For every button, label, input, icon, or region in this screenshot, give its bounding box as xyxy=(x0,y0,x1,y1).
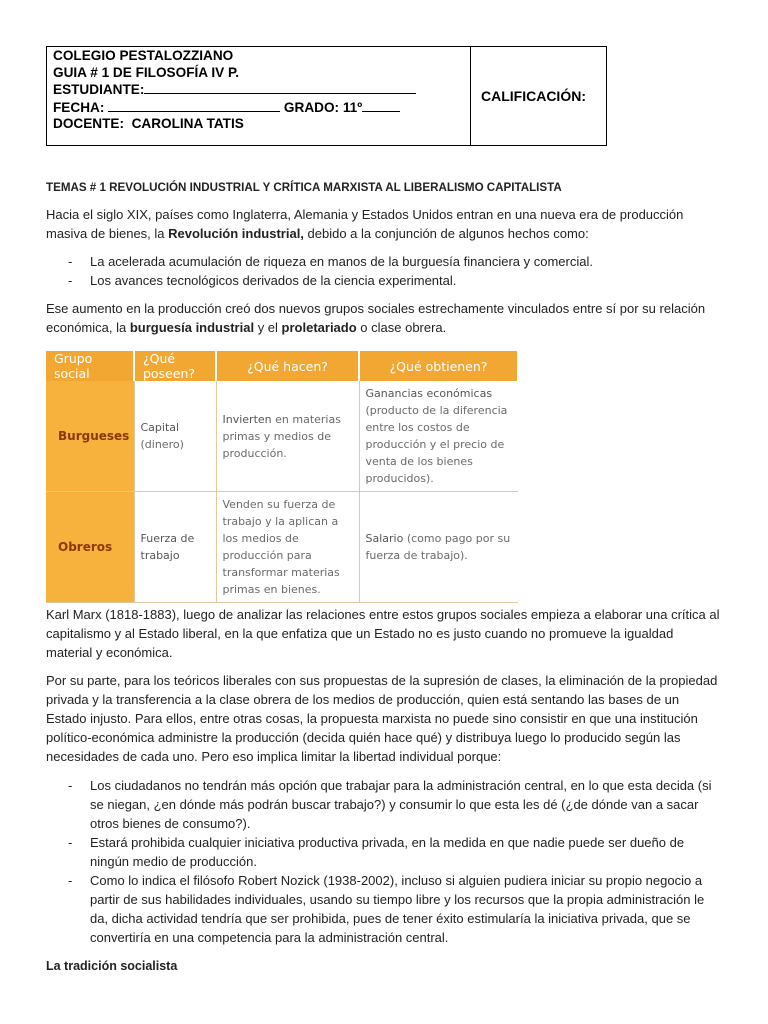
paragraph-intro xyxy=(46,205,722,243)
header-table xyxy=(46,46,607,146)
list-reasons xyxy=(46,776,722,947)
p2-bold-2: proletariado xyxy=(281,320,357,335)
list-item: - Como lo indica el filósofo Robert Nozick (1938-2002), incluso si alguien pudiera iniciar su propio negocio a partir de sus habilidades individuales, usando su tiempo libre y los recursos que la propia administración le da, dicha actividad tendría que ser prohibida, pues de tener éxito estimularía la iniciativa privada, que se convertiría en una competencia para la administración central. xyxy=(46,871,722,947)
paragraph-marx: Karl Marx (1818-1883), luego de analizar las relaciones entre estos grupos sociales empieza a elaborar una crítica al capitalismo y al Estado liberal, en la que enfatiza que un Estado no es justo cuando no promueve la igualdad material y económica. xyxy=(46,607,720,660)
grade-box-label: CALIFICACIÓN: xyxy=(481,88,586,104)
table-header-cell: ¿Qué hacen? xyxy=(216,351,359,381)
have-note: (dinero) xyxy=(140,438,184,451)
teacher-label: DOCENTE: xyxy=(53,116,124,131)
list-causes xyxy=(46,252,722,290)
get-note: (producto de la diferencia entre los costos de producción y el precio de venta de los bienes producidos). xyxy=(365,404,508,485)
grade-label: GRADO: 11º xyxy=(283,99,363,115)
list-item: - Los avances tecnológicos derivados de la ciencia experimental. xyxy=(46,271,722,290)
get-main: Salario xyxy=(365,532,404,545)
do-cell xyxy=(216,492,359,603)
table-header-cell: ¿Qué poseen? xyxy=(134,351,216,381)
p2-text-end: o clase obrera. xyxy=(356,320,447,335)
teacher-name: CAROLINA TATIS xyxy=(131,116,244,131)
grade-blank xyxy=(362,99,400,112)
table-row xyxy=(46,381,518,492)
have-cell xyxy=(134,492,216,603)
p2-text: Ese aumento en la producción creó dos nuevos grupos sociales estrechamente vinculados entre sí por su relación económica, la xyxy=(46,301,706,335)
social-groups-table xyxy=(46,351,518,596)
do-note: Venden su fuerza de trabajo y la aplican a los medios de producción para transformar materias primas en bienes. xyxy=(222,498,340,596)
p1-text-end: debido a la conjunción de algunos hechos como: xyxy=(303,226,589,241)
teacher-line xyxy=(53,116,464,133)
grade-box xyxy=(471,47,606,145)
do-note: en materias primas y medios de producción. xyxy=(222,412,341,460)
guide-title: GUIA # 1 DE FILOSOFÍA IV P. xyxy=(53,64,240,80)
table-header-row xyxy=(46,351,518,381)
group-cell: Burgueses xyxy=(46,381,134,492)
table-header-cell: ¿Qué obtienen? xyxy=(359,351,518,381)
p1-text: Hacia el siglo XIX, países como Inglaterra, Alemania y Estados Unidos entran en una nueva era de producción masiva de bienes, la xyxy=(46,207,684,241)
table-row xyxy=(46,492,518,603)
list-item: - La acelerada acumulación de riqueza en manos de la burguesía financiera y comercial. xyxy=(46,252,722,271)
have-main: Capital xyxy=(140,421,180,434)
get-note: (como pago por su fuerza de trabajo). xyxy=(365,532,511,562)
student-label: ESTUDIANTE: xyxy=(53,82,145,97)
get-cell xyxy=(359,492,518,603)
do-main: Invierten xyxy=(222,412,272,426)
paragraph-groups xyxy=(46,299,722,337)
do-cell xyxy=(216,381,359,492)
student-blank xyxy=(144,81,416,94)
section-title: La tradición socialista xyxy=(46,959,178,973)
topic-title: TEMAS # 1 REVOLUCIÓN INDUSTRIAL Y CRÍTICA MARXISTA AL LIBERALISMO CAPITALISTA xyxy=(46,181,562,194)
school-name: COLEGIO PESTALOZZIANO xyxy=(53,48,234,63)
have-main: Fuerza de trabajo xyxy=(140,532,195,562)
student-line xyxy=(53,81,464,99)
p2-text-mid: y el xyxy=(254,320,282,335)
date-label: FECHA: xyxy=(53,99,105,115)
list-item: - Los ciudadanos no tendrán más opción que trabajar para la administración central, en lo que esta decida (si se niegan, ¿en dónde más podrán buscar trabajo?) y consumir lo que esta les dé (¿de dónde van a sacar otros bienes de consumo?). xyxy=(46,776,722,833)
group-cell: Obreros xyxy=(46,492,134,603)
p1-bold: Revolución industrial, xyxy=(168,226,304,241)
get-main: Ganancias económicas xyxy=(365,387,493,400)
have-cell xyxy=(134,381,216,492)
get-cell xyxy=(359,381,518,492)
paragraph-liberals: Por su parte, para los teóricos liberales con sus propuestas de la supresión de clases, la eliminación de la propiedad privada y la transferencia a la clase obrera de los medios de producción, quien está sentando las bases de un Estado injusto. Para ellos, entre otras cosas, la propuesta marxista no puede sino consistir en que una institución político-económica administre la producción (decida quién hace qué) y distribuya luego lo producido según las necesidades de cada uno. Pero eso implica limitar la libertad individual porque: xyxy=(46,673,718,764)
table-header-cell: Grupo social xyxy=(46,351,134,381)
p2-bold-1: burguesía industrial xyxy=(129,320,255,335)
date-line xyxy=(53,99,464,117)
header-info xyxy=(47,47,471,145)
date-blank xyxy=(108,99,280,112)
list-item: - Estará prohibida cualquier iniciativa productiva privada, en la medida en que nadie puede ser dueño de ningún medio de producción. xyxy=(46,833,722,871)
